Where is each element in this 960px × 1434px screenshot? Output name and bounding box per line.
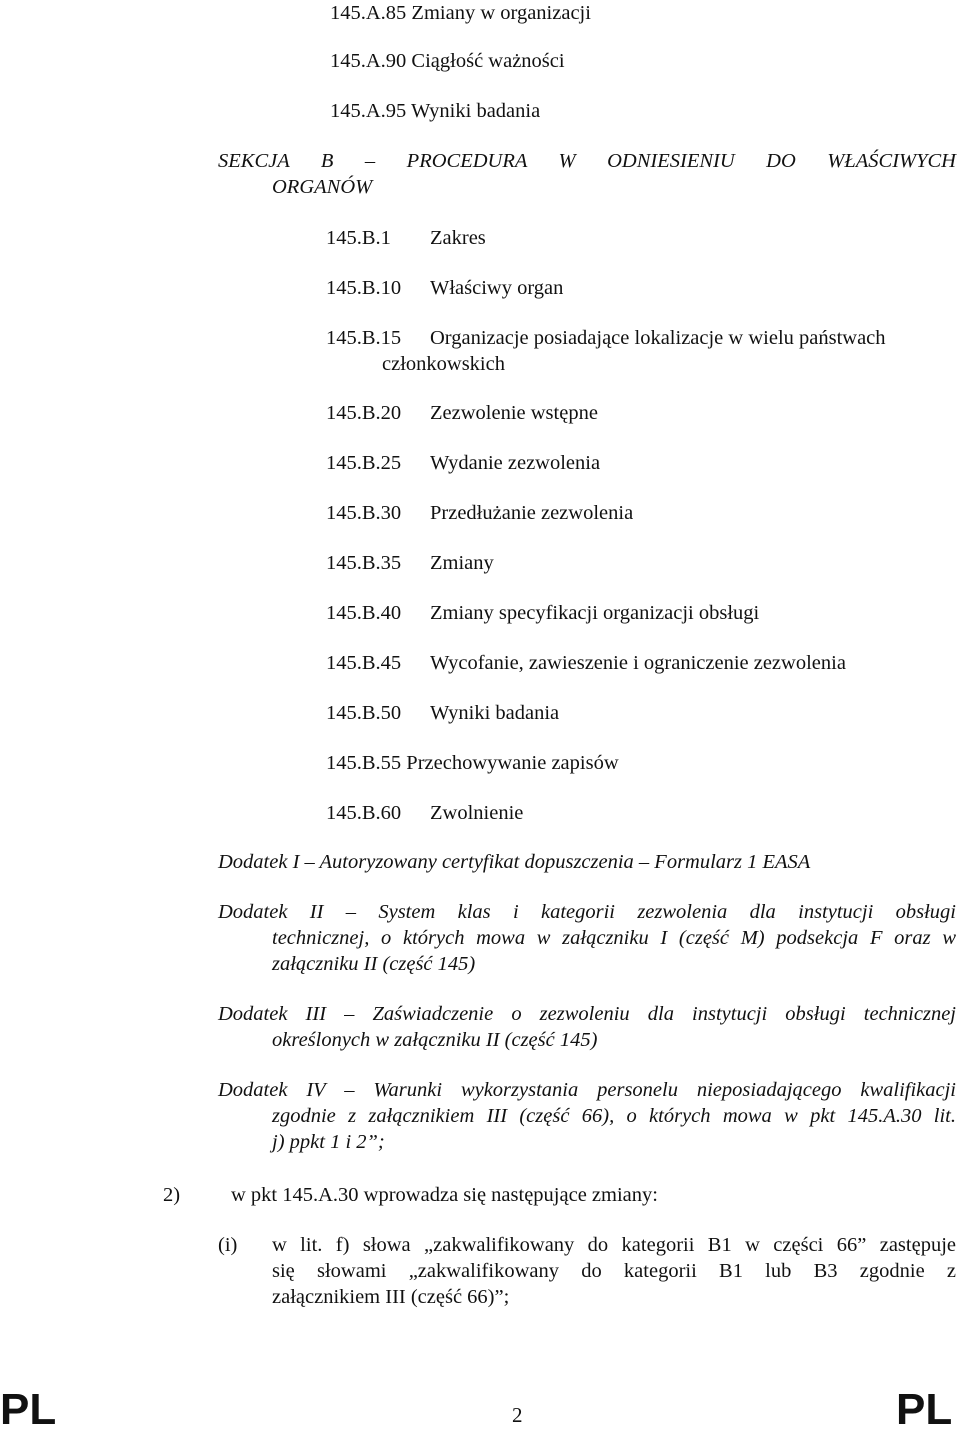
list-marker: (i) [218, 1234, 238, 1256]
amendment-text-cont: się słowami „zakwalifikowany do kategorii B1 lub B3 zgodnie z [272, 1260, 956, 1282]
toc-b-title: Zwolnienie [430, 802, 524, 824]
toc-b-number: 145.B.50 [326, 702, 402, 724]
footer-language-left: PL [0, 1385, 57, 1434]
toc-b-title: Przedłużanie zezwolenia [430, 502, 634, 524]
annex-title-cont: technicznej, o których mowa w załączniku I (część M) podsekcja F oraz w [272, 927, 956, 949]
toc-b-number: 145.B.1 [326, 227, 391, 249]
toc-b-number: 145.B.60 [326, 802, 402, 824]
section-b-heading-cont: ORGANÓW [272, 176, 373, 198]
toc-b-number: 145.B.15 [326, 327, 402, 349]
toc-b-number: 145.B.10 [326, 277, 402, 299]
toc-b-title: Właściwy organ [430, 277, 564, 299]
annex-title: Dodatek III – Zaświadczenie o zezwoleniu dla instytucji obsługi technicznej [218, 1003, 956, 1025]
toc-b-title: Zakres [430, 227, 486, 249]
toc-b-number: 145.B.30 [326, 502, 402, 524]
amendment-text: w lit. f) słowa „zakwalifikowany do kategorii B1 w części 66” zastępuje [272, 1234, 956, 1256]
amendment-text: w pkt 145.A.30 wprowadza się następujące zmiany: [231, 1184, 658, 1206]
list-marker: 2) [163, 1184, 181, 1206]
toc-b-title: Zmiany specyfikacji organizacji obsługi [430, 602, 760, 624]
toc-a-entry: 145.A.85 Zmiany w organizacji [330, 2, 591, 24]
annex-title: Dodatek IV – Warunki wykorzystania personelu nieposiadającego kwalifikacji [218, 1079, 956, 1101]
toc-a-entry: 145.A.90 Ciągłość ważności [330, 50, 565, 72]
toc-b-number: 145.B.25 [326, 452, 402, 474]
annex-title: Dodatek II – System klas i kategorii zezwolenia dla instytucji obsługi [218, 901, 956, 923]
toc-b-title-cont: członkowskich [382, 353, 505, 375]
toc-a-entry: 145.A.95 Wyniki badania [330, 100, 541, 122]
annex-title: Dodatek I – Autoryzowany certyfikat dopuszczenia – Formularz 1 EASA [218, 851, 811, 873]
toc-b-title: Organizacje posiadające lokalizacje w wielu państwach [430, 327, 886, 349]
annex-title-cont: załączniku II (część 145) [272, 953, 476, 975]
section-b-heading: SEKCJA B – PROCEDURA W ODNIESIENIU DO WŁAŚCIWYCH [218, 150, 956, 172]
amendment-text-cont: załącznikiem III (część 66)”; [272, 1286, 510, 1308]
annex-title-cont: zgodnie z załącznikiem III (część 66), o których mowa w pkt 145.A.30 lit. [272, 1105, 956, 1127]
page-number: 2 [512, 1403, 523, 1427]
toc-b-title: Wyniki badania [430, 702, 560, 724]
annex-title-cont: określonych w załączniku II (część 145) [272, 1029, 598, 1051]
toc-b-entry: 145.B.55 Przechowywanie zapisów [326, 752, 619, 774]
annex-title-cont: j) ppkt 1 i 2”; [272, 1131, 385, 1153]
toc-b-title: Zezwolenie wstępne [430, 402, 598, 424]
toc-b-title: Wycofanie, zawieszenie i ograniczenie zezwolenia [430, 652, 846, 674]
footer-language-right: PL [896, 1385, 953, 1434]
toc-b-number: 145.B.35 [326, 552, 402, 574]
toc-b-number: 145.B.40 [326, 602, 402, 624]
toc-b-number: 145.B.20 [326, 402, 402, 424]
toc-b-title: Wydanie zezwolenia [430, 452, 601, 474]
toc-b-number: 145.B.45 [326, 652, 402, 674]
toc-b-title: Zmiany [430, 552, 494, 574]
